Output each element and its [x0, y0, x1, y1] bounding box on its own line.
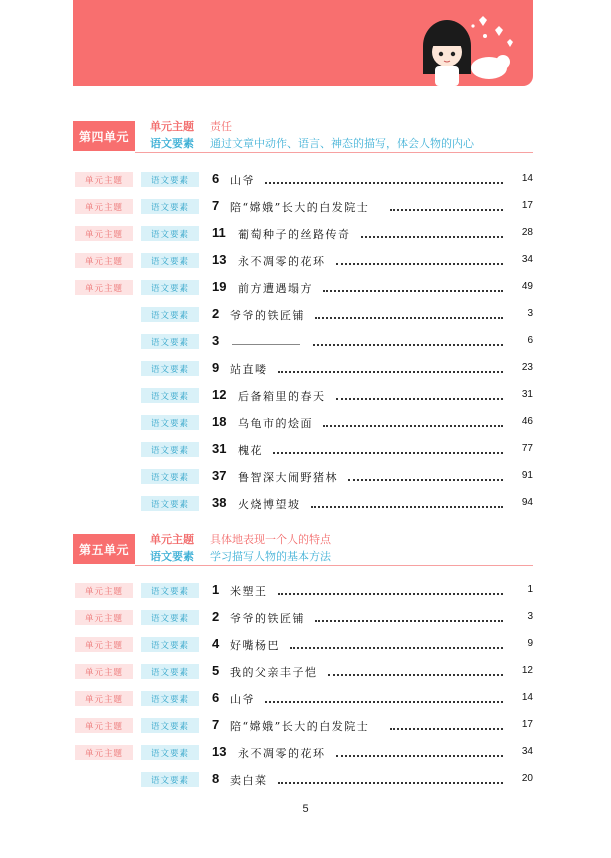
lesson-title[interactable]: 山爷 [230, 174, 255, 187]
theme-text: 具体地表现一个人的特点 [210, 533, 331, 546]
lesson-title[interactable]: 槐花 [238, 444, 263, 457]
theme-tag: 单元主题 [75, 691, 133, 706]
element-tag: 语文要素 [141, 280, 199, 295]
page-ref: 23 [521, 362, 533, 373]
element-tag: 语文要素 [141, 610, 199, 625]
lesson-number: 11 [212, 225, 226, 240]
header-divider [135, 565, 533, 566]
dot-leader [323, 417, 503, 427]
element-tag: 语文要素 [141, 334, 199, 349]
dot-leader [278, 363, 504, 373]
theme-tag: 单元主题 [75, 172, 133, 187]
header-divider [135, 152, 533, 153]
page-ref: 20 [521, 773, 533, 784]
element-tag: 语文要素 [141, 691, 199, 706]
theme-text: 责任 [210, 120, 232, 133]
lesson-title[interactable]: 卖白菜 [230, 774, 268, 787]
lesson-number: 9 [212, 360, 220, 375]
lesson-number: 31 [212, 441, 227, 456]
toc-row[interactable] [73, 664, 533, 680]
lesson-title[interactable]: 好嘴杨巴 [230, 639, 280, 652]
element-tag: 语文要素 [141, 718, 199, 733]
lesson-number: 7 [212, 717, 220, 732]
lesson-title[interactable]: 站直喽 [230, 363, 268, 376]
element-tag: 语文要素 [141, 388, 199, 403]
toc-row[interactable] [73, 172, 533, 188]
unit-four-header [73, 118, 533, 158]
lesson-number: 4 [212, 636, 220, 651]
toc-row[interactable] [73, 307, 533, 323]
dot-leader [336, 747, 504, 757]
toc-row[interactable] [73, 691, 533, 707]
page-ref: 14 [521, 692, 533, 703]
lesson-number: 8 [212, 771, 220, 786]
page-ref: 1 [527, 584, 533, 595]
toc-row[interactable] [73, 334, 533, 350]
lesson-title[interactable]: 永不凋零的花环 [238, 255, 326, 268]
element-tag: 语文要素 [141, 199, 199, 214]
element-tag: 语文要素 [141, 583, 199, 598]
blank-title-line [232, 344, 300, 345]
lesson-title[interactable]: 前方遭遇塌方 [238, 282, 313, 295]
lesson-number: 38 [212, 495, 227, 510]
lesson-number: 12 [212, 387, 227, 402]
theme-tag: 单元主题 [75, 226, 133, 241]
toc-row[interactable] [73, 583, 533, 599]
theme-tag: 单元主题 [75, 745, 133, 760]
dot-leader [315, 612, 503, 622]
toc-row[interactable] [73, 772, 533, 788]
toc-row[interactable] [73, 415, 533, 431]
lesson-number: 13 [212, 744, 227, 759]
page-ref: 34 [521, 746, 533, 757]
dot-leader [390, 720, 503, 730]
element-tag: 语文要素 [141, 226, 199, 241]
lesson-title[interactable]: 永不凋零的花环 [238, 747, 326, 760]
element-tag: 语文要素 [141, 361, 199, 376]
page-ref: 12 [521, 665, 533, 676]
page-ref: 9 [527, 638, 533, 649]
toc-row[interactable] [73, 442, 533, 458]
girl-illustration-icon [409, 6, 519, 86]
toc-row[interactable] [73, 226, 533, 242]
dot-leader [265, 693, 503, 703]
theme-label: 单元主题 [150, 533, 194, 546]
unit-title: 第四单元 [73, 121, 135, 151]
lesson-number: 6 [212, 171, 220, 186]
element-tag: 语文要素 [141, 469, 199, 484]
lesson-number: 19 [212, 279, 227, 294]
toc-row[interactable] [73, 388, 533, 404]
lesson-number: 1 [212, 582, 220, 597]
toc-row[interactable] [73, 637, 533, 653]
element-tag: 语文要素 [141, 745, 199, 760]
toc-row[interactable] [73, 469, 533, 485]
dot-leader [278, 774, 504, 784]
dot-leader [390, 201, 503, 211]
page-ref: 3 [527, 308, 533, 319]
lesson-number: 7 [212, 198, 220, 213]
lesson-number: 3 [212, 333, 220, 348]
lesson-title[interactable]: 陪“嫦娥”长大的白发院士 [230, 720, 370, 733]
dot-leader [265, 174, 503, 184]
lesson-number: 2 [212, 306, 220, 321]
element-text: 学习描写人物的基本方法 [210, 550, 331, 563]
toc-row[interactable] [73, 745, 533, 761]
lesson-number: 5 [212, 663, 220, 678]
page-ref: 14 [521, 173, 533, 184]
element-tag: 语文要素 [141, 772, 199, 787]
page-ref: 46 [521, 416, 533, 427]
page-ref: 3 [527, 611, 533, 622]
element-tag: 语文要素 [141, 253, 199, 268]
dot-leader [313, 336, 503, 346]
page-ref: 17 [521, 200, 533, 211]
theme-tag: 单元主题 [75, 199, 133, 214]
theme-tag: 单元主题 [75, 718, 133, 733]
toc-row[interactable] [73, 361, 533, 377]
lesson-title[interactable]: 爷爷的铁匠铺 [230, 309, 305, 322]
lesson-title[interactable]: 陪“嫦娥”长大的白发院士 [230, 201, 370, 214]
page-ref: 31 [521, 389, 533, 400]
page-ref: 94 [521, 497, 533, 508]
lesson-number: 6 [212, 690, 220, 705]
element-tag: 语文要素 [141, 442, 199, 457]
element-tag: 语文要素 [141, 307, 199, 322]
page-ref: 49 [521, 281, 533, 292]
dot-leader [336, 390, 504, 400]
theme-tag: 单元主题 [75, 664, 133, 679]
lesson-title[interactable]: 后备箱里的春天 [238, 390, 326, 403]
lesson-title[interactable]: 米塑王 [230, 585, 268, 598]
page-ref: 77 [521, 443, 533, 454]
dot-leader [311, 498, 504, 508]
dot-leader [323, 282, 503, 292]
lesson-number: 13 [212, 252, 227, 267]
dot-leader [328, 666, 504, 676]
theme-tag: 单元主题 [75, 610, 133, 625]
page-ref: 6 [527, 335, 533, 346]
element-tag: 语文要素 [141, 496, 199, 511]
theme-tag: 单元主题 [75, 253, 133, 268]
dot-leader [361, 228, 504, 238]
lesson-number: 2 [212, 609, 220, 624]
element-text: 通过文章中动作、语言、神态的描写，体会人物的内心 [210, 137, 474, 150]
dot-leader [315, 309, 503, 319]
unit-five-header [73, 531, 533, 571]
toc-row[interactable] [73, 199, 533, 215]
header-banner [73, 0, 533, 86]
lesson-number: 18 [212, 414, 227, 429]
unit-title: 第五单元 [73, 534, 135, 564]
toc-row[interactable] [73, 253, 533, 269]
dot-leader [336, 255, 504, 265]
theme-tag: 单元主题 [75, 583, 133, 598]
page-ref: 91 [521, 470, 533, 481]
lesson-title[interactable]: 山爷 [230, 693, 255, 706]
lesson-number: 37 [212, 468, 227, 483]
element-label: 语文要素 [150, 137, 194, 150]
element-tag: 语文要素 [141, 637, 199, 652]
element-tag: 语文要素 [141, 415, 199, 430]
theme-tag: 单元主题 [75, 637, 133, 652]
element-tag: 语文要素 [141, 172, 199, 187]
page-ref: 28 [521, 227, 533, 238]
page-number: 5 [302, 803, 309, 815]
toc-row[interactable] [73, 718, 533, 734]
lesson-title[interactable]: 我的父亲丰子恺 [230, 666, 318, 679]
theme-label: 单元主题 [150, 120, 194, 133]
lesson-title[interactable]: 葡萄种子的丝路传奇 [238, 228, 351, 241]
toc-row[interactable] [73, 610, 533, 626]
element-tag: 语文要素 [141, 664, 199, 679]
lesson-title[interactable]: 火烧博望坡 [238, 498, 301, 511]
lesson-title[interactable]: 爷爷的铁匠铺 [230, 612, 305, 625]
page-ref: 34 [521, 254, 533, 265]
dot-leader [290, 639, 503, 649]
element-label: 语文要素 [150, 550, 194, 563]
dot-leader [273, 444, 503, 454]
theme-tag: 单元主题 [75, 280, 133, 295]
page-ref: 17 [521, 719, 533, 730]
dot-leader [348, 471, 503, 481]
toc-row[interactable] [73, 496, 533, 512]
toc-row[interactable] [73, 280, 533, 296]
lesson-title[interactable]: 鲁智深大闹野猪林 [238, 471, 338, 484]
dot-leader [278, 585, 504, 595]
lesson-title[interactable]: 乌龟市的烩面 [238, 417, 313, 430]
